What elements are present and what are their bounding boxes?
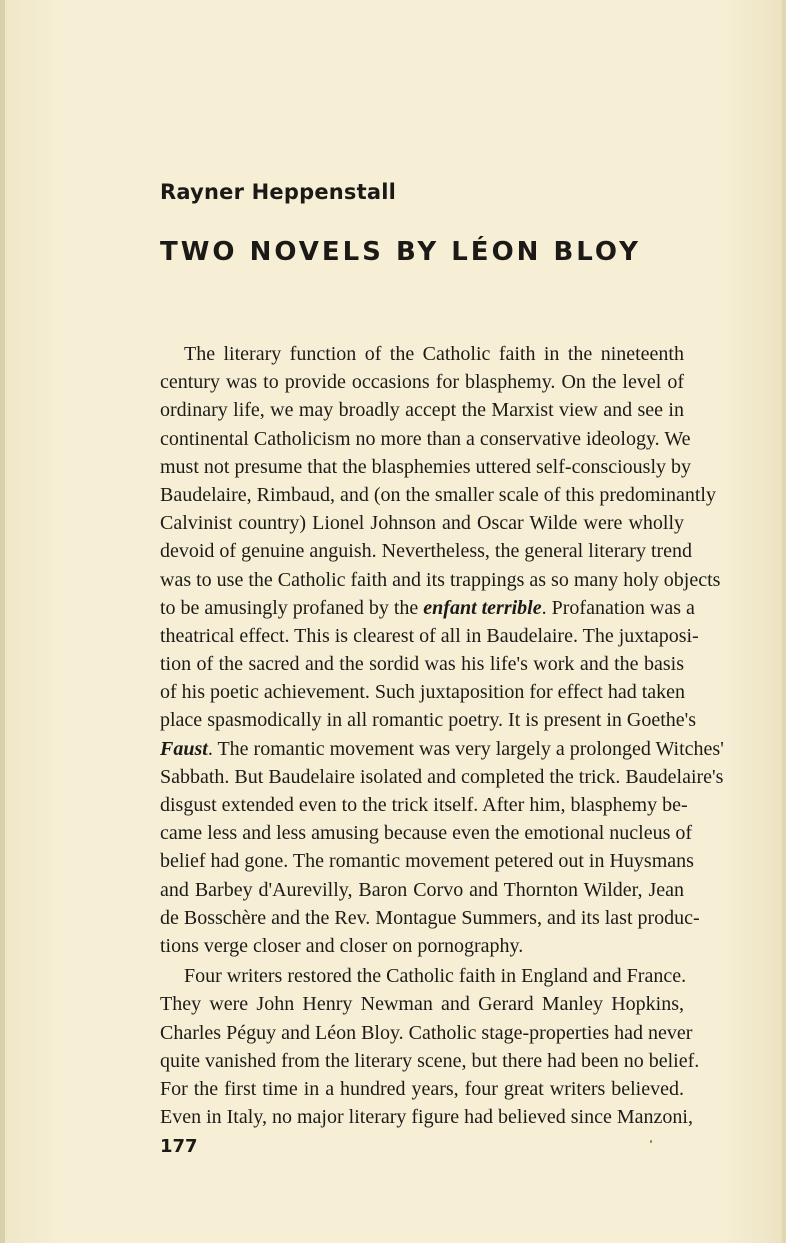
text-line: century was to provide occasions for blasphemy. On the level of xyxy=(160,371,684,394)
text-line: Charles Péguy and Léon Bloy. Catholic stage-properties had never xyxy=(160,1021,693,1044)
text-line: theatrical effect. This is clearest of all in Baudelaire. The juxtaposi- xyxy=(160,624,699,647)
text-line: Sabbath. But Baudelaire isolated and completed the trick. Baudelaire's xyxy=(160,765,724,788)
text-line: disgust extended even to the trick itself. After him, blasphemy be- xyxy=(160,794,688,816)
italic-phrase: Faust xyxy=(160,737,208,760)
page-right-edge xyxy=(782,0,786,1243)
text-line: Even in Italy, no major literary figure had believed since Manzoni, xyxy=(160,1106,693,1129)
author-name: Rayner Heppenstall xyxy=(160,180,397,204)
print-speck xyxy=(650,1140,652,1143)
text-line: Four writers restored the Catholic faith in England and France. xyxy=(184,965,687,988)
text-line: tion of the sacred and the sordid was his life's work and the basis xyxy=(160,653,684,676)
text-line: For the first time in a hundred years, four great writers believed. xyxy=(160,1077,684,1100)
text-line: de Bosschère and the Rev. Montague Summers, and its last produc- xyxy=(160,906,700,929)
page-number: 177 xyxy=(160,1136,198,1157)
chapter-title: TWO NOVELS BY LÉON BLOY xyxy=(160,237,641,267)
text-line: The literary function of the Catholic faith in the nineteenth xyxy=(184,343,684,365)
paragraph xyxy=(160,962,700,1131)
text-line: of his poetic achievement. Such juxtaposition for effect had taken xyxy=(160,681,686,704)
text-line: belief had gone. The romantic movement petered out in Huysmans xyxy=(160,850,694,873)
text-line: They were John Henry Newman and Gerard Manley Hopkins, xyxy=(160,993,684,1016)
text-line: came less and less amusing because even the emotional nucleus of xyxy=(160,822,693,845)
text-line: tions verge closer and closer on pornography. xyxy=(160,934,524,957)
italic-phrase: enfant terrible xyxy=(423,596,542,619)
text-line: devoid of genuine anguish. Nevertheless, the general literary trend xyxy=(160,540,693,563)
text-line: Calvinist country) Lionel Johnson and Oscar Wilde were wholly xyxy=(160,512,684,535)
text-line: continental Catholicism no more than a conservative ideology. We xyxy=(160,427,691,450)
text-line: Faust. The romantic movement was very largely a prolonged Witches' xyxy=(160,737,724,760)
text-line: must not presume that the blasphemies uttered self-consciously by xyxy=(160,455,691,478)
text-line: place spasmodically in all romantic poetry. It is present in Goethe's xyxy=(160,709,697,732)
text-line: quite vanished from the literary scene, but there had been no belief. xyxy=(160,1049,700,1072)
text-line: to be amusingly profaned by the enfant terrible. Profanation was a xyxy=(160,596,695,619)
text-line: was to use the Catholic faith and its trappings as so many holy objects xyxy=(160,568,721,591)
page-left-edge xyxy=(0,0,5,1243)
text-line: and Barbey d'Aurevilly, Baron Corvo and Thornton Wilder, Jean xyxy=(160,878,684,901)
text-line: Baudelaire, Rimbaud, and (on the smaller scale of this predominantly xyxy=(160,483,716,506)
text-line: ordinary life, we may broadly accept the Marxist view and see in xyxy=(160,399,684,422)
paragraph xyxy=(160,340,724,960)
body-text xyxy=(160,340,724,1131)
